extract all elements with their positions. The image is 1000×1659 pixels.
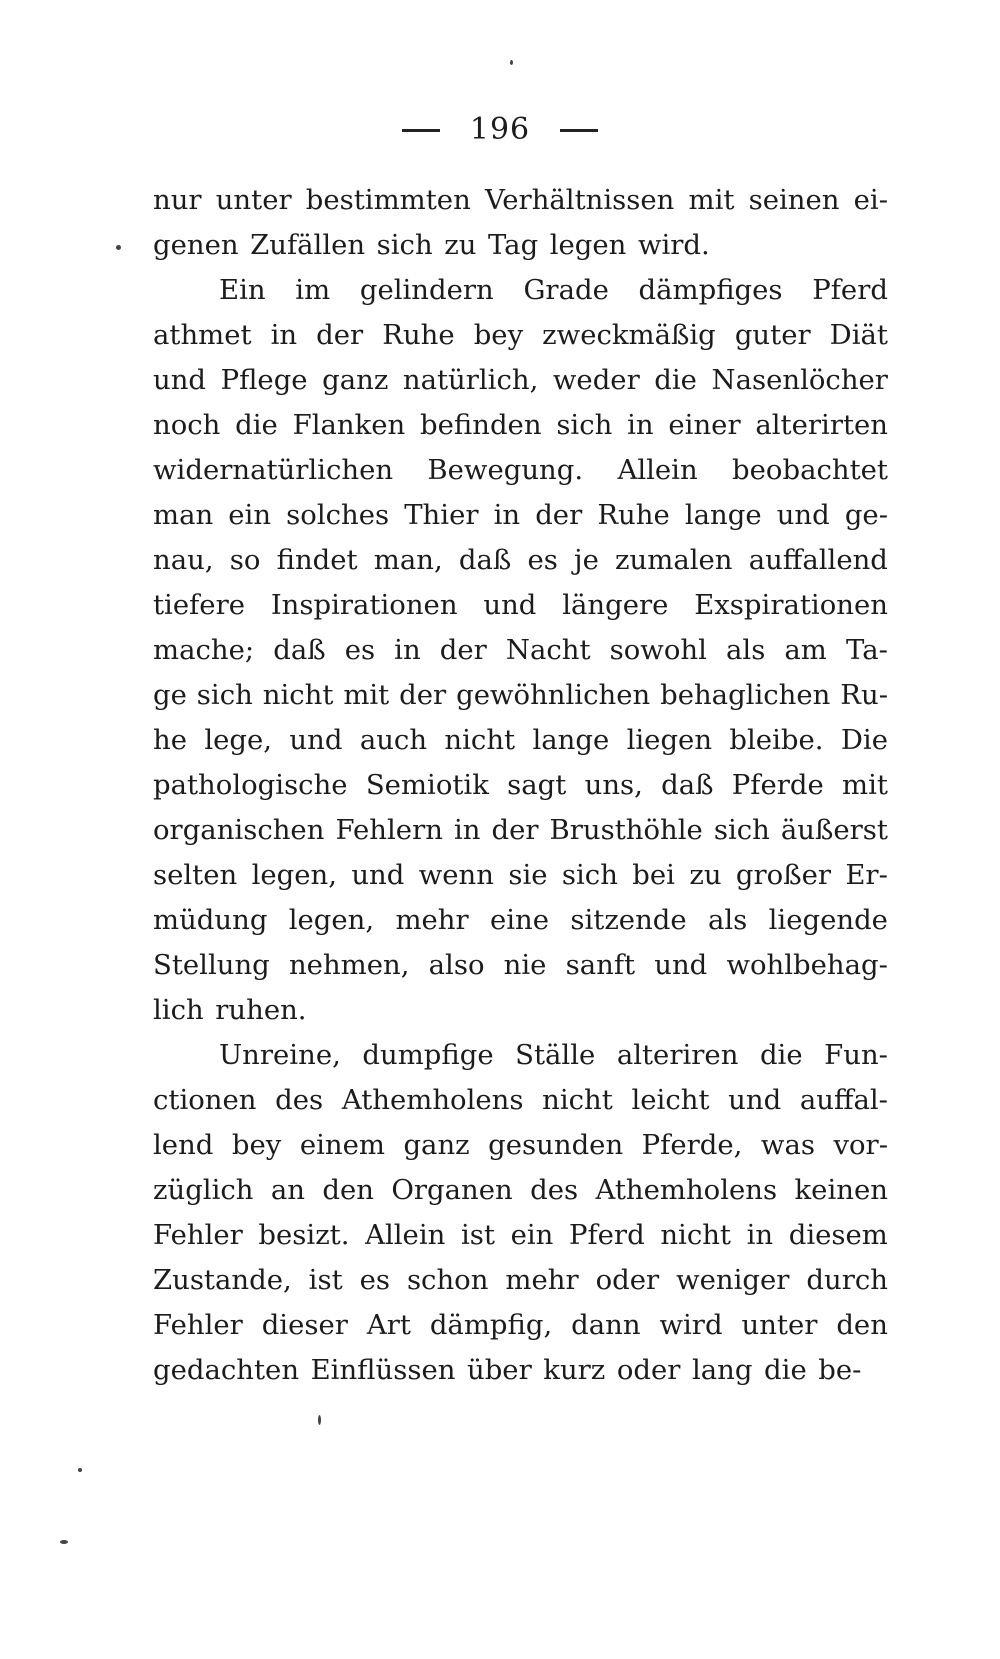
page-header	[0, 108, 1000, 152]
ink-speck	[318, 1415, 321, 1425]
text-line: lich ruhen.	[153, 994, 307, 1026]
text-line: lend bey einem ganz gesunden Pferde, was vor-	[153, 1129, 888, 1161]
text-line: nur unter bestimmten Verhältnissen mit seinen ei-	[153, 184, 888, 216]
text-line: züglich an den Organen des Athemholens keinen	[153, 1174, 888, 1206]
ink-speck	[60, 1540, 68, 1544]
body-text	[153, 178, 888, 1393]
text-line: Ein im gelindern Grade dämpfiges Pferd	[219, 274, 888, 306]
text-line: und Pflege ganz natürlich, weder die Nasenlöcher	[153, 364, 888, 396]
text-line: man ein solches Thier in der Ruhe lange und ge-	[153, 499, 888, 531]
text-line: widernatürlichen Bewegung. Allein beobachtet	[153, 454, 888, 486]
text-line: he lege, und auch nicht lange liegen bleibe. Die	[153, 724, 888, 756]
page-number: 196	[469, 112, 531, 147]
header-dash-right	[560, 129, 598, 132]
text-line: ge sich nicht mit der gewöhnlichen behaglichen Ru-	[153, 679, 888, 711]
text-line: müdung legen, mehr eine sitzende als liegende	[153, 904, 888, 936]
text-line: genen Zufällen sich zu Tag legen wird.	[153, 229, 710, 261]
ink-speck	[116, 245, 121, 250]
text-line: Zustande, ist es schon mehr oder weniger durch	[153, 1264, 888, 1296]
text-line: mache; daß es in der Nacht sowohl als am Ta-	[153, 634, 888, 666]
text-line: pathologische Semiotik sagt uns, daß Pferde mit	[153, 769, 888, 801]
text-line: Stellung nehmen, also nie sanft und wohlbehag-	[153, 949, 888, 981]
ink-speck	[510, 60, 513, 65]
text-line: organischen Fehlern in der Brusthöhle sich äußerst	[153, 814, 888, 846]
text-line: tiefere Inspirationen und längere Exspirationen	[153, 589, 888, 621]
text-line: nau, so findet man, daß es je zumalen auffallend	[153, 544, 888, 576]
text-line: selten legen, und wenn sie sich bei zu großer Er-	[153, 859, 888, 891]
text-line: gedachten Einflüssen über kurz oder lang die be-	[153, 1354, 862, 1386]
text-line: athmet in der Ruhe bey zweckmäßig guter Diät	[153, 319, 888, 351]
text-line: Fehler dieser Art dämpfig, dann wird unter den	[153, 1309, 888, 1341]
header-dash-left	[402, 129, 440, 132]
text-line: ctionen des Athemholens nicht leicht und auffal-	[153, 1084, 888, 1116]
text-line: noch die Flanken befinden sich in einer alterirten	[153, 409, 888, 441]
ink-speck	[78, 1468, 82, 1472]
text-line: Fehler besizt. Allein ist ein Pferd nicht in diesem	[153, 1219, 888, 1251]
text-line: Unreine, dumpfige Ställe alteriren die Fun-	[219, 1039, 888, 1071]
